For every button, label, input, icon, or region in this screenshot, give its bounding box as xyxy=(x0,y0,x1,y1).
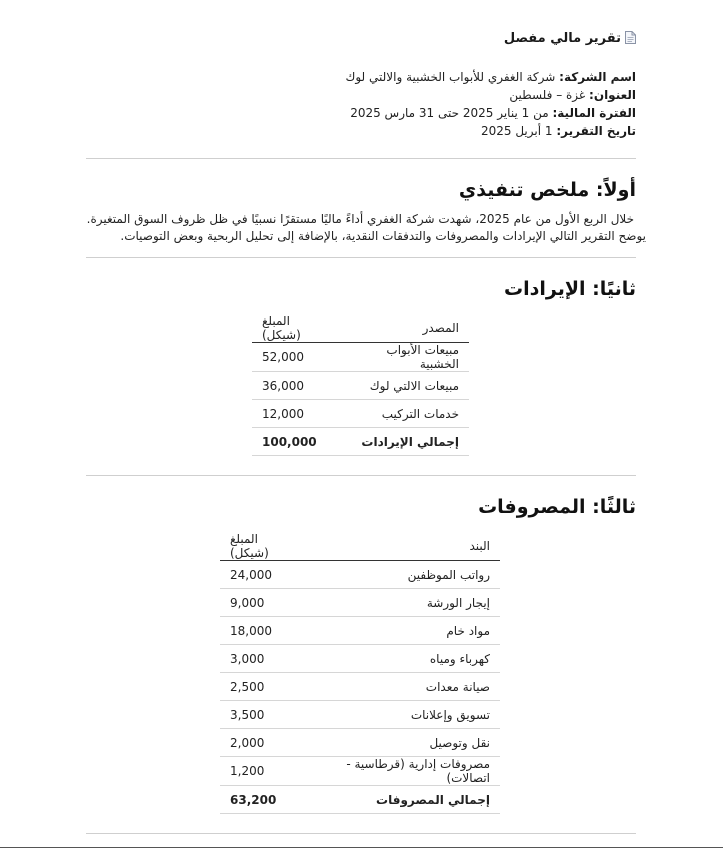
expense-row-label: صيانة معدات xyxy=(308,673,500,701)
expense-row-amount: 2,500 xyxy=(220,673,308,701)
expenses-table-header xyxy=(220,532,500,561)
meta-company-label: اسم الشركة: xyxy=(559,70,636,84)
table-row xyxy=(220,561,500,589)
revenue-heading: ثانيًا: الإيرادات xyxy=(504,278,636,300)
meta-period-label: الفترة المالية: xyxy=(552,106,636,120)
expenses-table xyxy=(220,532,500,814)
meta-period-value: من 1 يناير 2025 حتى 31 مارس 2025 xyxy=(350,106,549,120)
expense-row-amount: 2,000 xyxy=(220,729,308,757)
table-row xyxy=(220,757,500,786)
expense-row-amount: 24,000 xyxy=(220,561,308,589)
revenue-total-row xyxy=(252,428,469,456)
report-page xyxy=(86,28,646,834)
section-divider xyxy=(86,833,636,834)
meta-report-date xyxy=(86,122,636,140)
revenue-row-label: خدمات التركيب xyxy=(339,400,469,428)
meta-period xyxy=(86,104,636,122)
expenses-total-label: إجمالي المصروفات xyxy=(308,786,500,814)
expenses-total-amount: 63,200 xyxy=(220,786,308,814)
meta-address-label: العنوان: xyxy=(589,88,636,102)
meta-report-date-value: 1 أبريل 2025 xyxy=(480,124,553,138)
revenue-col-source: المصدر xyxy=(339,314,469,343)
viewport-bottom-edge xyxy=(0,847,723,852)
meta-address xyxy=(86,86,636,104)
section-divider xyxy=(86,158,636,159)
expenses-total-row xyxy=(220,786,500,814)
revenue-col-amount: المبلغ (شيكل) xyxy=(252,314,339,343)
report-metadata xyxy=(86,68,636,140)
revenue-row-amount: 12,000 xyxy=(252,400,339,428)
revenue-table-header xyxy=(252,314,469,343)
summary-heading: أولاً: ملخص تنفيذي xyxy=(458,179,636,201)
expense-row-amount: 1,200 xyxy=(220,757,308,786)
revenue-row-amount: 36,000 xyxy=(252,372,339,400)
section-divider xyxy=(86,475,636,476)
table-row xyxy=(220,617,500,645)
expense-row-amount: 9,000 xyxy=(220,589,308,617)
table-row xyxy=(220,701,500,729)
expenses-col-amount: المبلغ (شيكل) xyxy=(220,532,308,561)
document-title xyxy=(86,28,636,50)
summary-text xyxy=(86,211,646,245)
expense-row-amount: 3,000 xyxy=(220,645,308,673)
revenue-row-amount: 52,000 xyxy=(252,343,339,372)
expense-row-label: مصروفات إدارية (قرطاسية - اتصالات) xyxy=(308,757,500,786)
expense-row-label: إيجار الورشة xyxy=(308,589,500,617)
expense-row-label: كهرباء ومياه xyxy=(308,645,500,673)
revenue-total-label: إجمالي الإيرادات xyxy=(339,428,469,456)
expense-row-label: نقل وتوصيل xyxy=(308,729,500,757)
expense-row-label: رواتب الموظفين xyxy=(308,561,500,589)
document-icon xyxy=(625,30,636,43)
table-row xyxy=(220,589,500,617)
revenue-total-amount: 100,000 xyxy=(252,428,339,456)
expenses-heading: ثالثًا: المصروفات xyxy=(478,496,636,518)
table-row xyxy=(220,729,500,757)
meta-company xyxy=(86,68,636,86)
summary-line-1: خلال الربع الأول من عام 2025، شهدت شركة الغفري أداءً ماليًا مستقرًا نسبيًا في ظل ظروف السوق المتغيرة. xyxy=(86,212,634,226)
revenue-row-label: مبيعات الالتي لوك xyxy=(339,372,469,400)
summary-line-2: يوضح التقرير التالي الإيرادات والمصروفات والتدفقات النقدية، بالإضافة إلى تحليل الربحية وبعض التوصيات. xyxy=(120,229,646,243)
table-row xyxy=(220,645,500,673)
expense-row-label: مواد خام xyxy=(308,617,500,645)
meta-company-value: شركة الغفري للأبواب الخشبية والالتي لوك xyxy=(345,70,556,84)
document-title-text: تقرير مالي مفصل xyxy=(503,31,621,46)
table-row xyxy=(220,673,500,701)
expenses-col-item: البند xyxy=(308,532,500,561)
revenue-table xyxy=(252,314,469,456)
expense-row-amount: 18,000 xyxy=(220,617,308,645)
expense-row-amount: 3,500 xyxy=(220,701,308,729)
revenue-row-label: مبيعات الأبواب الخشبية xyxy=(339,343,469,372)
meta-address-value: غزة – فلسطين xyxy=(509,88,586,102)
table-row xyxy=(252,372,469,400)
table-row xyxy=(252,343,469,372)
meta-report-date-label: تاريخ التقرير: xyxy=(556,124,636,138)
section-divider xyxy=(86,257,636,258)
table-row xyxy=(252,400,469,428)
expense-row-label: تسويق وإعلانات xyxy=(308,701,500,729)
